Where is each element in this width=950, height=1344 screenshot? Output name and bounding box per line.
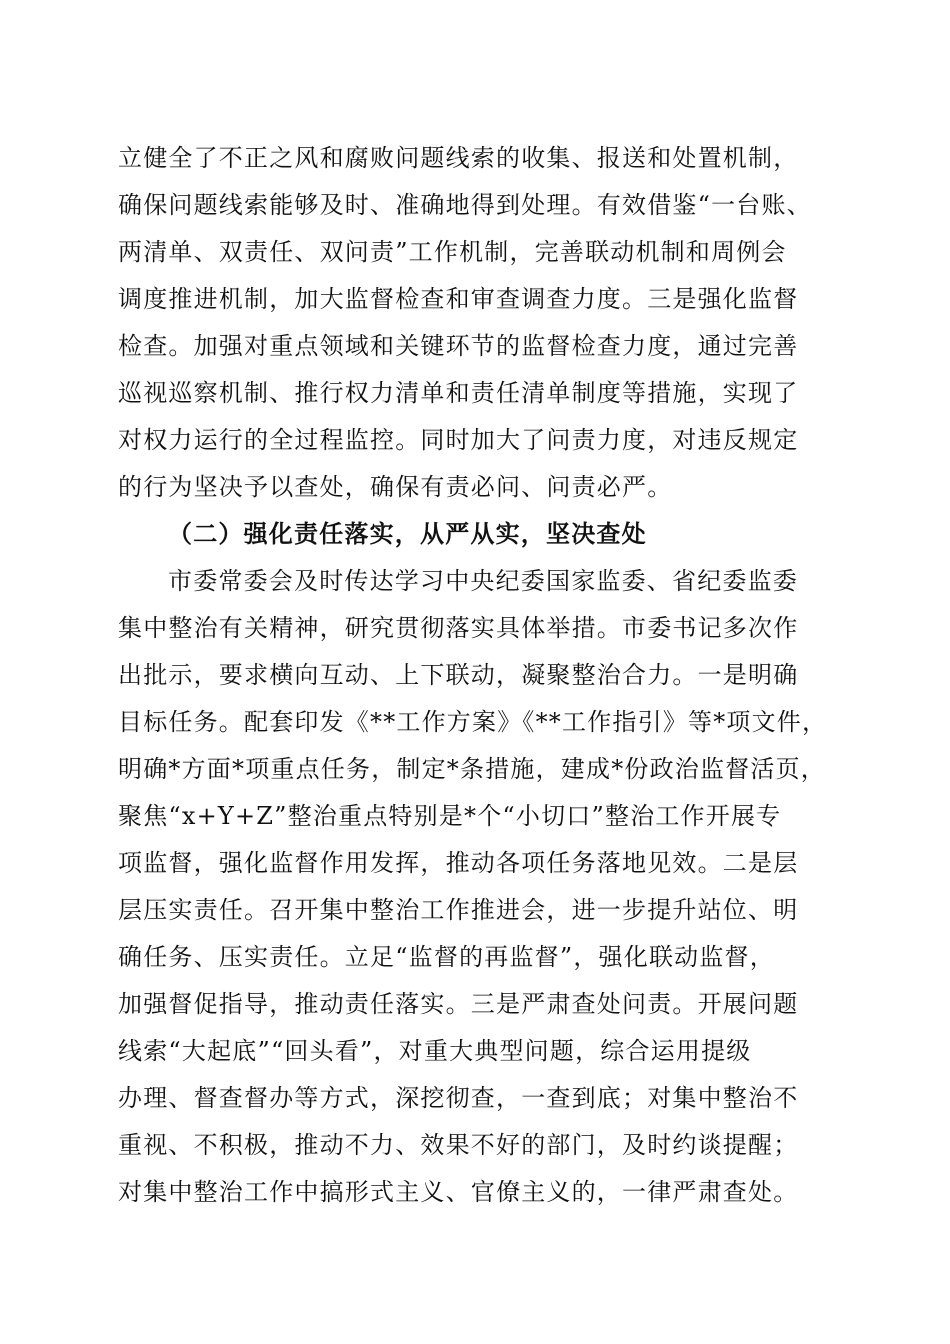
paragraph-line: 层压实责任。召开集中整治工作推进会，进一步提升站位、明 (118, 896, 799, 924)
paragraph-line: 重视、不积极，推动不力、效果不好的部门，及时约谈提醒； (118, 1131, 799, 1159)
paragraph-line: 检查。加强对重点领域和关键环节的监督检查力度，通过完善 (118, 332, 799, 360)
paragraph-line: 对集中整治工作中搞形式主义、官僚主义的，一律严肃查处。 (118, 1178, 799, 1206)
paragraph-line: 加强督促指导，推动责任落实。三是严肃查处问责。开展问题 (118, 990, 799, 1018)
section-heading: （二）强化责任落实，从严从实，坚决查处 (168, 519, 647, 548)
paragraph-line: 市委常委会及时传达学习中央纪委国家监委、省纪委监委 (168, 567, 798, 595)
paragraph-line: 对权力运行的全过程监控。同时加大了问责力度，对违反规定 (118, 426, 799, 454)
paragraph-line: 的行为坚决予以查处，确保有责必问、问责必严。 (118, 473, 673, 501)
paragraph-line: 两清单、双责任、双问责”工作机制，完善联动机制和周例会 (118, 238, 787, 266)
paragraph-line: 调度推进机制，加大监督检查和审查调查力度。三是强化监督 (118, 285, 799, 313)
paragraph-line: 线索“大起底”“回头看”，对重大典型问题，综合运用提级 (118, 1037, 752, 1065)
paragraph-line: 项监督，强化监督作用发挥，推动各项任务落地见效。二是层 (118, 849, 799, 877)
paragraph-line: 聚焦“x+Y+Z”整治重点特别是*个“小切口”整治工作开展专 (118, 802, 782, 830)
paragraph-line: 立健全了不正之风和腐败问题线索的收集、报送和处置机制， (118, 144, 799, 172)
paragraph-line: 确保问题线索能够及时、准确地得到处理。有效借鉴“一台账、 (118, 191, 812, 219)
paragraph-line: 明确*方面*项重点任务，制定*条措施，建成*份政治监督活页， (118, 755, 826, 783)
paragraph-line: 集中整治有关精神，研究贯彻落实具体举措。市委书记多次作 (118, 614, 799, 642)
paragraph-line: 巡视巡察机制、推行权力清单和责任清单制度等措施，实现了 (118, 379, 799, 407)
paragraph-line: 出批示，要求横向互动、上下联动，凝聚整治合力。一是明确 (118, 661, 799, 689)
paragraph-line: 确任务、压实责任。立足“监督的再监督”，强化联动监督， (118, 943, 775, 971)
paragraph-line: 目标任务。配套印发《**工作方案》《**工作指引》等*项文件， (118, 708, 828, 736)
paragraph-line: 办理、督查督办等方式，深挖彻查，一查到底；对集中整治不 (118, 1084, 799, 1112)
